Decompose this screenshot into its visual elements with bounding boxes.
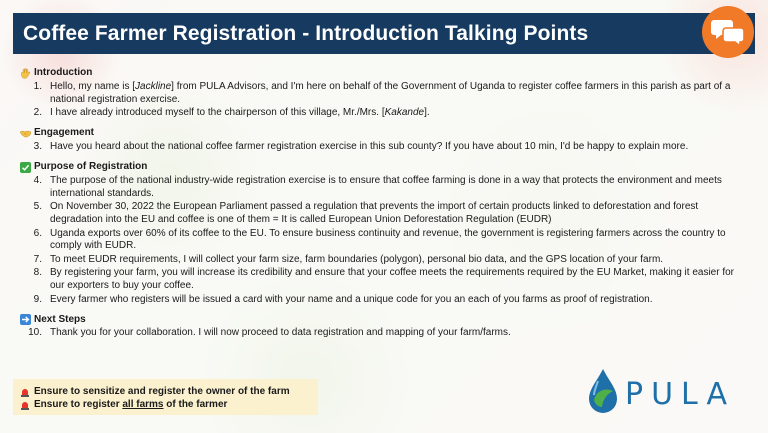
slide-title: Coffee Farmer Registration - Introduction Talking Points [23, 21, 589, 45]
list-item: 9. Every farmer who registers will be issued a card with your name and a unique code for you an each of you farms as proof of registration. [33, 293, 653, 305]
reminder-line: Ensure to register all farms of the farmer [20, 398, 318, 411]
section-heading: Introduction [34, 67, 93, 79]
siren-icon [20, 400, 30, 410]
list-item: 2. I have already introduced myself to the chairperson of this village, Mr./Mrs. [Kakande]. [33, 107, 430, 119]
section-purpose [20, 161, 756, 306]
list-item: 6. Uganda exports over 60% of its coffee to the EU. To ensure business continuity and revenue, the government is registering farmers across the country to comply with EUDR. [33, 227, 726, 252]
list-item: 1. Hello, my name is [Jackline] from PULA Advisors, and I'm here on behalf of the Government of Uganda to register coffee farmers in this parish as part of a national registration exercise. [33, 81, 731, 105]
handshake-icon [20, 128, 31, 139]
list-item: 4. The purpose of the national industry-wide registration exercise is to ensure that coffee farming is done in a way that protects the environment and meets international standards. [33, 175, 722, 199]
pula-logo [585, 367, 755, 417]
check-mark-icon [20, 162, 31, 173]
talking-points [20, 67, 756, 347]
title-bar [13, 13, 755, 54]
water-drop-icon [585, 367, 621, 417]
siren-icon [20, 387, 30, 397]
reminder-line: Ensure to sensitize and register the owner of the farm [20, 385, 318, 398]
list-item: 7. To meet EUDR requirements, I will collect your farm size, farm boundaries (polygon), personal bio data, and the GPS location of your farm. [33, 253, 664, 265]
logo-text: PULA [625, 377, 735, 412]
section-introduction [20, 67, 756, 120]
section-heading: Engagement [34, 127, 95, 139]
section-next-steps [20, 313, 756, 340]
section-heading: Next Steps [34, 313, 86, 325]
chat-bubbles-icon [702, 6, 754, 58]
list-item: 10. Thank you for your collaboration. I will now proceed to data registration and mapping of your farm/farms. [28, 327, 511, 339]
right-arrow-icon [20, 314, 31, 325]
list-item: 3. Have you heard about the national coffee farmer registration exercise in this sub county? If you have about 10 min, I'd be happy to explain more. [33, 141, 689, 153]
section-engagement [20, 127, 756, 154]
list-item: 5. On November 30, 2022 the European Parliament passed a regulation that prevents the import of certain products linked to deforestation and forest degradation into the EU and coffee is one of them = It is called European Union Deforestation Regulation (EUDR) [33, 201, 699, 225]
list-item: 8. By registering your farm, you will increase its credibility and ensure that your coffee meets the requirements required by the EU Market, making it easier for our exporters to buy your coffee. [33, 267, 735, 291]
waving-hand-icon [20, 68, 31, 79]
section-heading: Purpose of Registration [34, 161, 148, 173]
reminder-box [13, 379, 318, 415]
